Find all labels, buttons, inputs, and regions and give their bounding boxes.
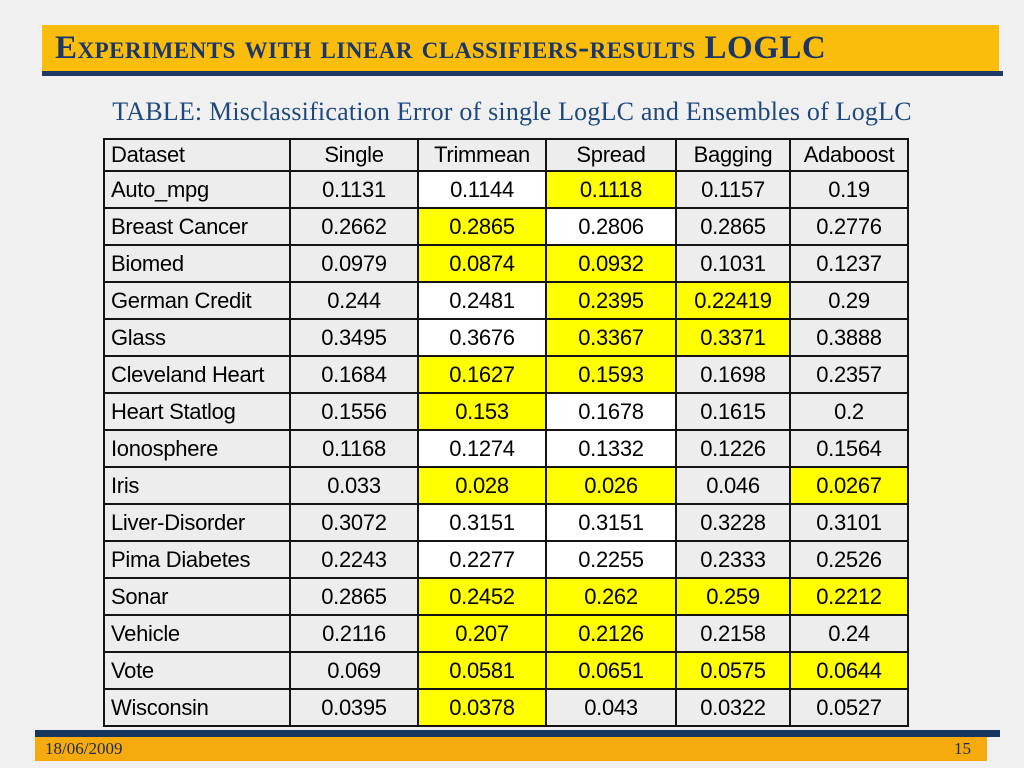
value-cell: 0.1564 xyxy=(790,430,908,467)
title-bar xyxy=(42,25,999,71)
value-cell: 0.1144 xyxy=(418,171,546,208)
dataset-name-cell: Pima Diabetes xyxy=(104,541,290,578)
value-cell: 0.1615 xyxy=(676,393,790,430)
table-row xyxy=(104,430,908,467)
value-cell: 0.259 xyxy=(676,578,790,615)
value-cell: 0.3367 xyxy=(546,319,676,356)
value-cell: 0.2126 xyxy=(546,615,676,652)
value-cell: 0.0644 xyxy=(790,652,908,689)
value-cell: 0.244 xyxy=(290,282,418,319)
value-cell: 0.0267 xyxy=(790,467,908,504)
table-row xyxy=(104,319,908,356)
table-row xyxy=(104,578,908,615)
table-row xyxy=(104,689,908,726)
value-cell: 0.0932 xyxy=(546,245,676,282)
dataset-name-cell: Liver-Disorder xyxy=(104,504,290,541)
value-cell: 0.1684 xyxy=(290,356,418,393)
value-cell: 0.2865 xyxy=(676,208,790,245)
table-body xyxy=(104,171,908,726)
value-cell: 0.1332 xyxy=(546,430,676,467)
value-cell: 0.0527 xyxy=(790,689,908,726)
value-cell: 0.1627 xyxy=(418,356,546,393)
value-cell: 0.026 xyxy=(546,467,676,504)
table-row xyxy=(104,541,908,578)
value-cell: 0.1131 xyxy=(290,171,418,208)
table-row xyxy=(104,467,908,504)
value-cell: 0.2333 xyxy=(676,541,790,578)
value-cell: 0.207 xyxy=(418,615,546,652)
value-cell: 0.1678 xyxy=(546,393,676,430)
value-cell: 0.29 xyxy=(790,282,908,319)
value-cell: 0.1556 xyxy=(290,393,418,430)
column-header-trimmean: Trimmean xyxy=(418,139,546,171)
table-row xyxy=(104,393,908,430)
value-cell: 0.3151 xyxy=(546,504,676,541)
table-row xyxy=(104,652,908,689)
column-header-adaboost: Adaboost xyxy=(790,139,908,171)
table-row xyxy=(104,245,908,282)
value-cell: 0.0651 xyxy=(546,652,676,689)
value-cell: 0.1698 xyxy=(676,356,790,393)
dataset-name-cell: Iris xyxy=(104,467,290,504)
value-cell: 0.1031 xyxy=(676,245,790,282)
table-caption: TABLE: Misclassification Error of single LogLC and Ensembles of LogLC xyxy=(112,97,912,126)
dataset-name-cell: Cleveland Heart xyxy=(104,356,290,393)
dataset-name-cell: Glass xyxy=(104,319,290,356)
value-cell: 0.2452 xyxy=(418,578,546,615)
table-row xyxy=(104,504,908,541)
value-cell: 0.3228 xyxy=(676,504,790,541)
dataset-name-cell: Wisconsin xyxy=(104,689,290,726)
value-cell: 0.1274 xyxy=(418,430,546,467)
footer-divider xyxy=(35,730,1000,737)
value-cell: 0.3888 xyxy=(790,319,908,356)
value-cell: 0.2662 xyxy=(290,208,418,245)
value-cell: 0.3371 xyxy=(676,319,790,356)
value-cell: 0.3676 xyxy=(418,319,546,356)
value-cell: 0.2395 xyxy=(546,282,676,319)
value-cell: 0.22419 xyxy=(676,282,790,319)
title-underline xyxy=(42,71,1003,76)
dataset-name-cell: Sonar xyxy=(104,578,290,615)
value-cell: 0.262 xyxy=(546,578,676,615)
value-cell: 0.069 xyxy=(290,652,418,689)
dataset-name-cell: Vehicle xyxy=(104,615,290,652)
value-cell: 0.1157 xyxy=(676,171,790,208)
column-header-dataset: Dataset xyxy=(104,139,290,171)
column-header-single: Single xyxy=(290,139,418,171)
value-cell: 0.033 xyxy=(290,467,418,504)
value-cell: 0.0874 xyxy=(418,245,546,282)
value-cell: 0.2277 xyxy=(418,541,546,578)
value-cell: 0.2481 xyxy=(418,282,546,319)
value-cell: 0.2865 xyxy=(418,208,546,245)
value-cell: 0.2776 xyxy=(790,208,908,245)
column-header-bagging: Bagging xyxy=(676,139,790,171)
table-row xyxy=(104,208,908,245)
value-cell: 0.2 xyxy=(790,393,908,430)
dataset-name-cell: Vote xyxy=(104,652,290,689)
table-row xyxy=(104,282,908,319)
value-cell: 0.2158 xyxy=(676,615,790,652)
value-cell: 0.3495 xyxy=(290,319,418,356)
value-cell: 0.3072 xyxy=(290,504,418,541)
value-cell: 0.2357 xyxy=(790,356,908,393)
value-cell: 0.3151 xyxy=(418,504,546,541)
value-cell: 0.24 xyxy=(790,615,908,652)
dataset-name-cell: German Credit xyxy=(104,282,290,319)
value-cell: 0.1593 xyxy=(546,356,676,393)
value-cell: 0.0322 xyxy=(676,689,790,726)
value-cell: 0.19 xyxy=(790,171,908,208)
value-cell: 0.1168 xyxy=(290,430,418,467)
value-cell: 0.028 xyxy=(418,467,546,504)
value-cell: 0.0575 xyxy=(676,652,790,689)
value-cell: 0.043 xyxy=(546,689,676,726)
value-cell: 0.0395 xyxy=(290,689,418,726)
footer-date: 18/06/2009 xyxy=(45,739,123,758)
value-cell: 0.3101 xyxy=(790,504,908,541)
dataset-name-cell: Biomed xyxy=(104,245,290,282)
value-cell: 0.1118 xyxy=(546,171,676,208)
table-header-row xyxy=(104,139,908,171)
value-cell: 0.2212 xyxy=(790,578,908,615)
value-cell: 0.2865 xyxy=(290,578,418,615)
footer-bar xyxy=(35,737,987,761)
dataset-name-cell: Auto_mpg xyxy=(104,171,290,208)
value-cell: 0.1226 xyxy=(676,430,790,467)
table-row xyxy=(104,171,908,208)
value-cell: 0.1237 xyxy=(790,245,908,282)
value-cell: 0.0581 xyxy=(418,652,546,689)
dataset-name-cell: Breast Cancer xyxy=(104,208,290,245)
value-cell: 0.2116 xyxy=(290,615,418,652)
dataset-name-cell: Heart Statlog xyxy=(104,393,290,430)
value-cell: 0.0979 xyxy=(290,245,418,282)
value-cell: 0.153 xyxy=(418,393,546,430)
value-cell: 0.046 xyxy=(676,467,790,504)
value-cell: 0.0378 xyxy=(418,689,546,726)
value-cell: 0.2526 xyxy=(790,541,908,578)
table-row xyxy=(104,356,908,393)
column-header-spread: Spread xyxy=(546,139,676,171)
value-cell: 0.2806 xyxy=(546,208,676,245)
value-cell: 0.2255 xyxy=(546,541,676,578)
dataset-name-cell: Ionosphere xyxy=(104,430,290,467)
table-row xyxy=(104,615,908,652)
slide-title: Experiments with linear classifiers-results LOGLC xyxy=(55,29,827,66)
value-cell: 0.2243 xyxy=(290,541,418,578)
footer-page-number: 15 xyxy=(954,739,971,758)
results-table xyxy=(103,138,909,727)
